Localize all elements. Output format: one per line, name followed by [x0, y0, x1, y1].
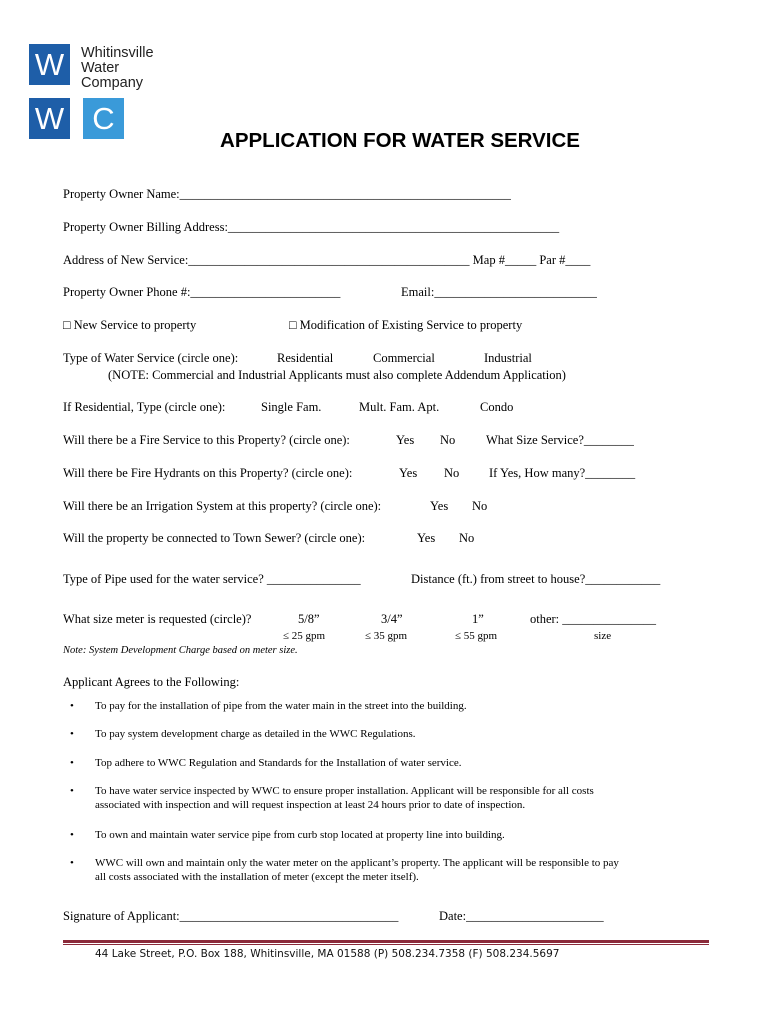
fire-hydrant-yes[interactable]: Yes: [399, 466, 418, 480]
billing-address-field[interactable]: Property Owner Billing Address:_____________________________________________________: [63, 220, 560, 234]
signature-field[interactable]: Signature of Applicant:___________________________________: [63, 909, 399, 923]
water-service-type-label: Type of Water Service (circle one):: [63, 351, 239, 365]
logo-line-3: Company: [81, 75, 144, 91]
sewer-yes[interactable]: Yes: [417, 531, 436, 545]
logo-letter-w-bottom: W: [29, 98, 70, 139]
meter-option-3-4[interactable]: 3/4”: [381, 612, 403, 626]
sewer-no[interactable]: No: [459, 531, 475, 545]
fire-service-yes[interactable]: Yes: [396, 433, 415, 447]
type-note: (NOTE: Commercial and Industrial Applicants must also complete Addendum Application): [108, 368, 566, 382]
logo-letter-w-top: W: [29, 44, 70, 85]
option-commercial[interactable]: Commercial: [373, 351, 435, 365]
footer-address: 44 Lake Street, P.O. Box 188, Whitinsville, MA 01588 (P) 508.234.7358 (F) 508.234.5697: [95, 948, 560, 960]
fire-service-size-field[interactable]: What Size Service?________: [486, 433, 634, 447]
bullet-marker-4: •: [70, 785, 74, 797]
residential-type-label: If Residential, Type (circle one):: [63, 400, 226, 414]
bullet-item-4: To have water service inspected by WWC to ensure proper installation. Applicant will be responsible for all costs associated with inspection and will request inspection at least 24 hours prior to date of inspection.: [95, 785, 594, 811]
phone-field[interactable]: Property Owner Phone #:________________________: [63, 285, 341, 299]
bullet-item-2: To pay system development charge as detailed in the WWC Regulations.: [95, 728, 416, 740]
email-field[interactable]: Email:__________________________: [401, 285, 597, 299]
footer-divider-thin: [63, 944, 709, 945]
bullet-item-5: To own and maintain water service pipe from curb stop located at property line into building.: [95, 829, 505, 841]
meter-size-question: What size meter is requested (circle)?: [63, 612, 252, 626]
gpm-35-label: ≤ 35 gpm: [365, 630, 408, 642]
option-industrial[interactable]: Industrial: [484, 351, 532, 365]
gpm-25-label: ≤ 25 gpm: [283, 630, 326, 642]
fire-service-question: Will there be a Fire Service to this Property? (circle one):: [63, 433, 350, 447]
fire-hydrant-no[interactable]: No: [444, 466, 460, 480]
meter-option-5-8[interactable]: 5/8”: [298, 612, 320, 626]
logo-letter-c: C: [83, 98, 124, 139]
irrigation-yes[interactable]: Yes: [430, 499, 449, 513]
option-condo[interactable]: Condo: [480, 400, 514, 414]
new-service-address-field[interactable]: Address of New Service:_____________________________________________ Map #_____ Par #____: [63, 253, 591, 267]
fire-service-no[interactable]: No: [440, 433, 456, 447]
bullet-item-1: To pay for the installation of pipe from the water main in the street into the building.: [95, 700, 467, 712]
owner-name-field[interactable]: Property Owner Name:_____________________________________________________: [63, 187, 511, 201]
option-multi-family[interactable]: Mult. Fam. Apt.: [359, 400, 440, 414]
bullet-marker-3: •: [70, 757, 74, 769]
gpm-55-label: ≤ 55 gpm: [455, 630, 498, 642]
option-single-family[interactable]: Single Fam.: [261, 400, 322, 414]
size-label: size: [594, 630, 612, 642]
logo-company-name: [81, 46, 154, 91]
agrees-heading: Applicant Agrees to the Following:: [63, 675, 240, 689]
footer-divider-thick: [63, 940, 709, 943]
bullet-marker-2: •: [70, 728, 74, 740]
logo-line-1: Whitinsville: [81, 45, 154, 61]
bullet-marker-1: •: [70, 700, 74, 712]
bullet-item-6: WWC will own and maintain only the water meter on the applicant’s property. The applicant will be responsible to pay all costs associated with the installation of meter (except the meter itself).: [95, 857, 619, 883]
bullet-item-3: Top adhere to WWC Regulation and Standards for the Installation of water service.: [95, 757, 462, 769]
bullet-marker-5: •: [70, 829, 74, 841]
pipe-type-field[interactable]: Type of Pipe used for the water service? _______________: [63, 572, 361, 586]
date-field[interactable]: Date:______________________: [439, 909, 604, 923]
option-residential[interactable]: Residential: [277, 351, 334, 365]
meter-option-1[interactable]: 1”: [472, 612, 484, 626]
logo-line-2: Water: [81, 60, 120, 76]
new-service-checkbox[interactable]: □ New Service to property: [63, 318, 197, 332]
meter-note: Note: System Development Charge based on meter size.: [63, 645, 298, 656]
bullet-marker-6: •: [70, 857, 74, 869]
distance-field[interactable]: Distance (ft.) from street to house?____________: [411, 572, 661, 586]
modification-checkbox[interactable]: □ Modification of Existing Service to property: [289, 318, 523, 332]
irrigation-question: Will there be an Irrigation System at this property? (circle one):: [63, 499, 382, 513]
fire-hydrant-count-field[interactable]: If Yes, How many?________: [489, 466, 636, 480]
page-title: APPLICATION FOR WATER SERVICE: [220, 129, 580, 152]
meter-other-field[interactable]: other: _______________: [530, 612, 657, 626]
fire-hydrant-question: Will there be Fire Hydrants on this Property? (circle one):: [63, 466, 353, 480]
sewer-question: Will the property be connected to Town Sewer? (circle one):: [63, 531, 366, 545]
irrigation-no[interactable]: No: [472, 499, 488, 513]
